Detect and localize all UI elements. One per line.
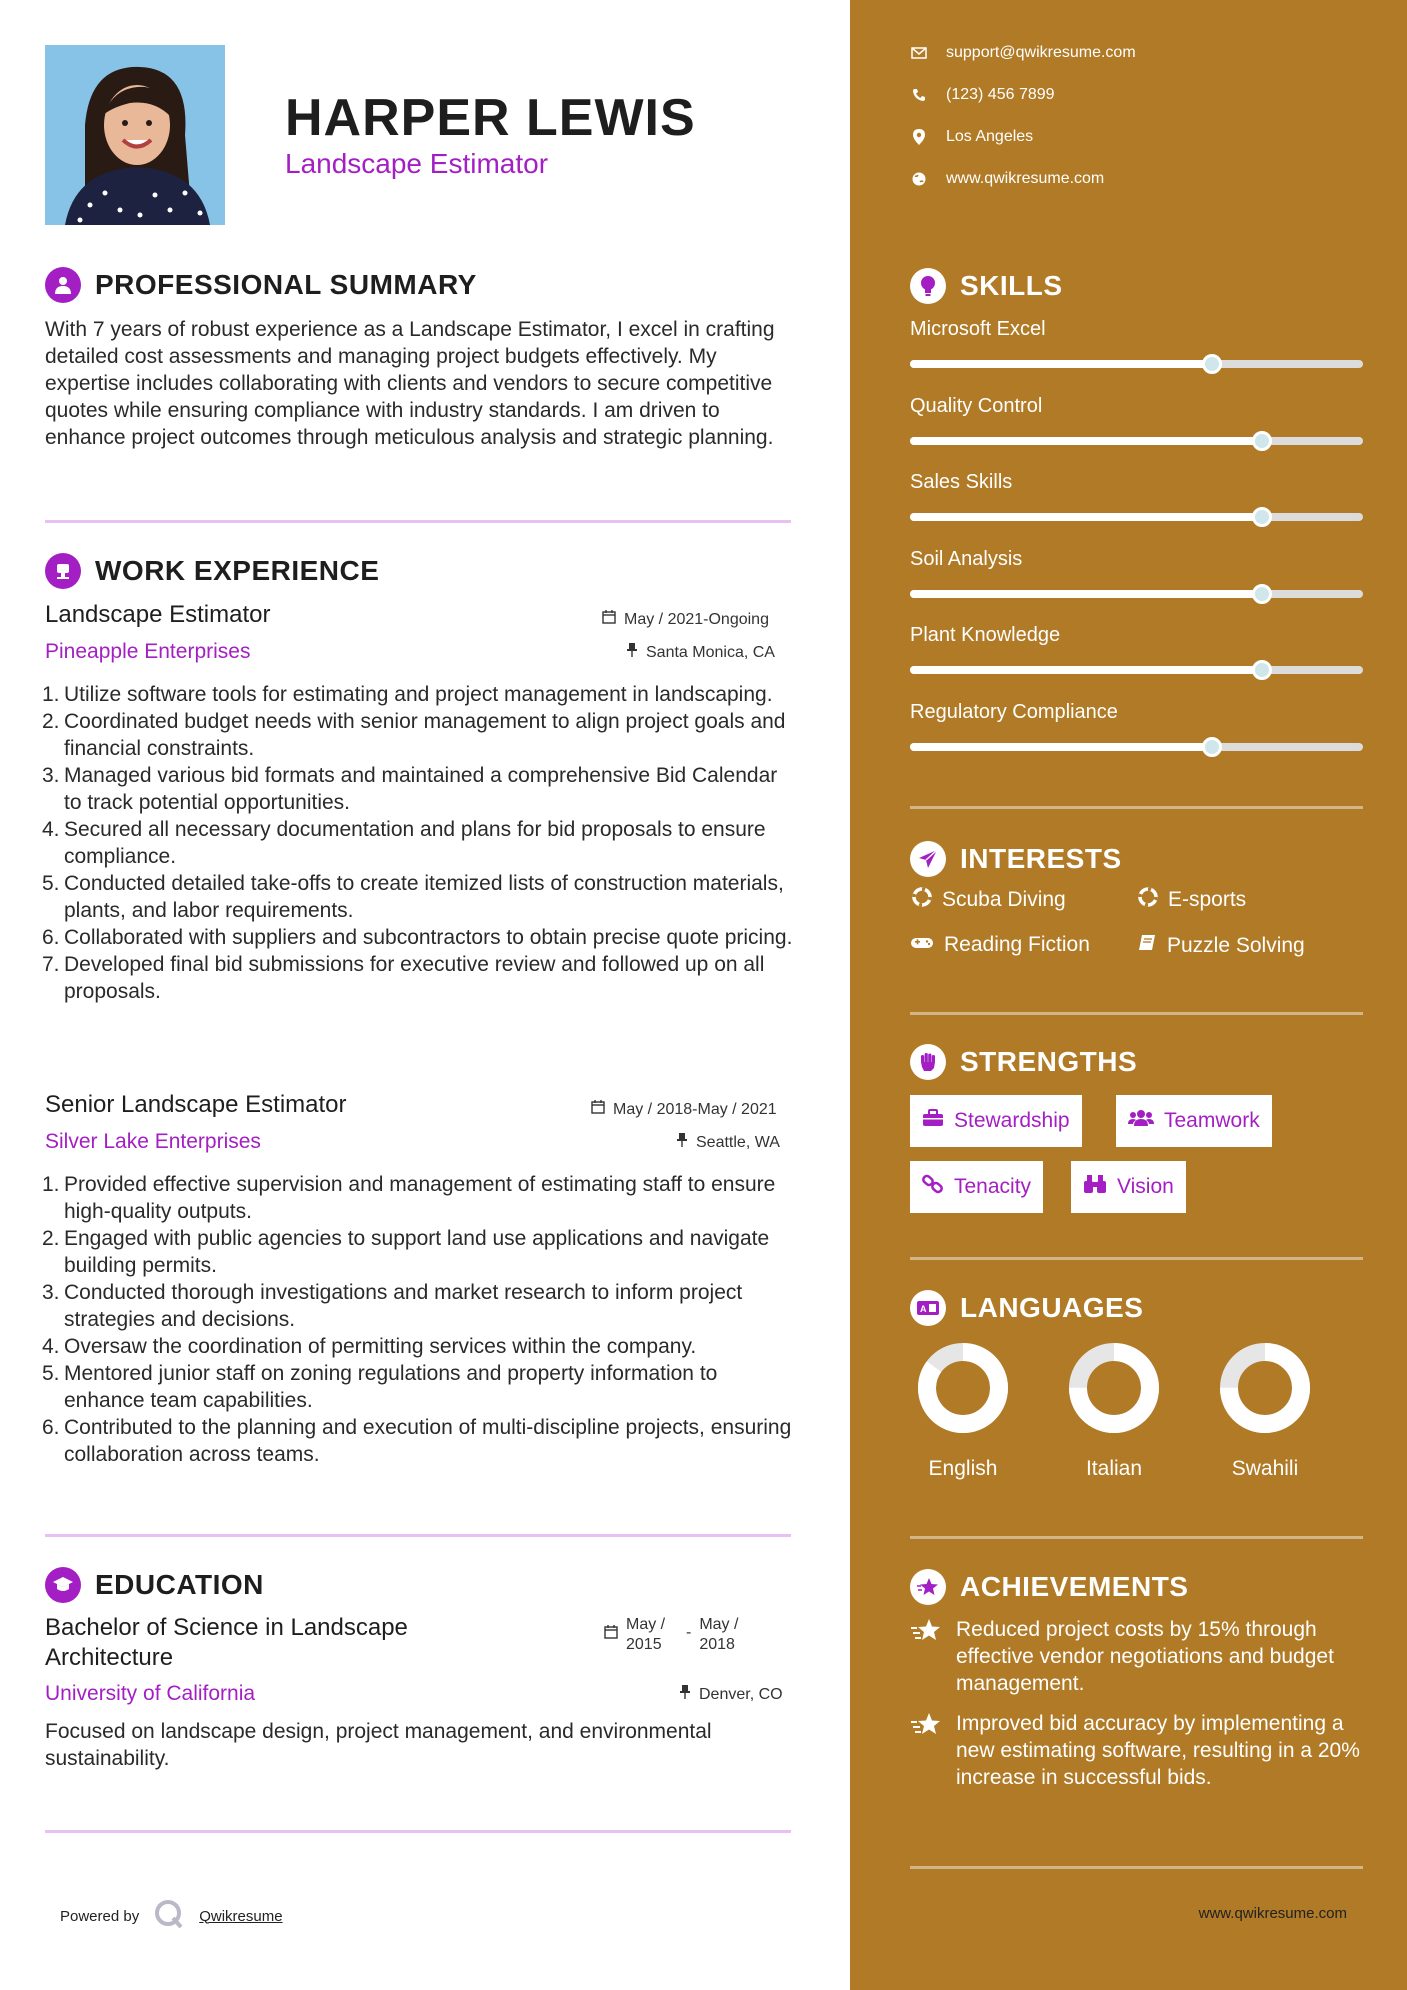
skill-name: Microsoft Excel xyxy=(910,318,1046,340)
list-item: 1. Utilize software tools for estimating and project management in landscaping. xyxy=(42,683,773,706)
divider xyxy=(910,1866,1363,1869)
fist-icon xyxy=(910,1044,946,1080)
skills-heading xyxy=(910,268,1063,304)
interests-heading xyxy=(910,841,1122,877)
list-item: 5. Conducted detailed take-offs to create itemized lists of construction materials, plants, and labor requirements. xyxy=(42,872,784,922)
contact-location xyxy=(910,128,1033,146)
powered-by xyxy=(60,1898,283,1934)
summary-text: With 7 years of robust experience as a Landscape Estimator, I excel in crafting detailed cost assessments and managing project budgets effectively. My expertise includes collaborating with clients and vendors to secure competitive quotes while ensuring compliance with industry standards. I am driven to enhance project outcomes through meticulous analysis and strategic planning. xyxy=(45,318,775,449)
list-item: 2. Coordinated budget needs with senior management to align project goals and financial constraints. xyxy=(42,710,786,760)
date-dash: - xyxy=(686,1624,692,1641)
interest-label: Reading Fiction xyxy=(944,933,1090,956)
skill-name: Soil Analysis xyxy=(910,547,1023,570)
link-icon xyxy=(922,1173,944,1201)
book-icon xyxy=(1137,933,1157,959)
job-dates xyxy=(591,1100,777,1119)
job-duties-list xyxy=(42,681,800,1005)
job-duties-list xyxy=(42,1171,800,1468)
pin-icon xyxy=(626,643,638,662)
list-item: 5. Mentored junior staff on zoning regulations and property information to enhance team capabilities. xyxy=(42,1362,718,1412)
skill-level-knob xyxy=(1202,737,1222,757)
contact-phone[interactable] xyxy=(910,86,1055,104)
achievement-item xyxy=(910,1616,1370,1697)
qwikresume-logo-icon xyxy=(153,1898,185,1934)
skill-level-knob xyxy=(1202,354,1222,374)
powered-by-label: Powered by xyxy=(60,1907,140,1925)
interest-item xyxy=(912,887,1066,913)
envelope-icon xyxy=(910,47,928,59)
strength-label: Teamwork xyxy=(1164,1109,1260,1132)
education-title: EDUCATION xyxy=(95,1569,264,1600)
achievements-title: ACHIEVEMENTS xyxy=(960,1571,1189,1602)
skill-level-knob xyxy=(1252,584,1272,604)
strength-label: Tenacity xyxy=(954,1175,1032,1198)
skill-bar xyxy=(910,360,1363,368)
education-location xyxy=(679,1685,783,1704)
languages-heading xyxy=(910,1290,1143,1326)
map-pin-icon xyxy=(910,129,928,145)
list-item: 6. Contributed to the planning and execution of multi-discipline projects, ensuring collaboration across teams. xyxy=(42,1416,792,1466)
life-ring-icon xyxy=(912,887,932,913)
calendar-icon xyxy=(591,1100,605,1119)
divider xyxy=(45,1830,791,1833)
skill-bar xyxy=(910,743,1363,751)
translate-icon xyxy=(910,1290,946,1326)
star-icon xyxy=(910,1616,942,1697)
skills-title: SKILLS xyxy=(960,270,1063,301)
skill-bar xyxy=(910,437,1363,445)
star-icon xyxy=(910,1710,942,1791)
skill-name: Quality Control xyxy=(910,394,1043,417)
skill-bar xyxy=(910,513,1363,521)
graduation-cap-icon xyxy=(45,1567,81,1603)
contact-email[interactable] xyxy=(910,44,1136,62)
skill-level-knob xyxy=(1252,431,1272,451)
strength-label: Vision xyxy=(1117,1175,1174,1198)
degree-title: Bachelor of Science in Landscape Architecture xyxy=(45,1614,408,1671)
pin-icon xyxy=(679,1685,691,1704)
list-item: 4. Secured all necessary documentation and plans for bid proposals to ensure compliance. xyxy=(42,818,766,868)
skill-bar xyxy=(910,590,1363,598)
strength-chip xyxy=(1116,1095,1272,1147)
divider xyxy=(45,1534,791,1537)
binoculars-icon xyxy=(1083,1174,1107,1200)
education-heading xyxy=(45,1567,264,1603)
skill-name: Regulatory Compliance xyxy=(910,700,1118,723)
summary-title: PROFESSIONAL SUMMARY xyxy=(95,269,477,300)
education-dates xyxy=(604,1615,751,1655)
language-gauge xyxy=(908,1333,1018,1448)
profile-photo xyxy=(45,45,225,225)
languages-title: LANGUAGES xyxy=(960,1292,1144,1323)
strengths-title: STRENGTHS xyxy=(960,1046,1138,1077)
footer-site[interactable]: www.qwikresume.com xyxy=(1198,1905,1347,1922)
skill-bar-fill xyxy=(910,360,1212,368)
strengths-heading xyxy=(910,1044,1137,1080)
interest-label: Puzzle Solving xyxy=(1167,934,1305,957)
job-company: Pineapple Enterprises xyxy=(45,640,251,663)
job-location xyxy=(676,1133,780,1152)
education-location-text: Denver, CO xyxy=(699,1685,783,1703)
star-badge-icon xyxy=(910,1569,946,1605)
education-start: May / 2015 xyxy=(626,1616,666,1653)
achievement-text: Reduced project costs by 15% through effective vendor negotiations and budget management. xyxy=(956,1618,1334,1695)
interest-label: E-sports xyxy=(1168,888,1247,911)
skill-bar-fill xyxy=(910,513,1262,521)
achievement-text: Improved bid accuracy by implementing a new estimating software, resulting in a 20% increase in successful bids. xyxy=(956,1712,1360,1789)
divider xyxy=(910,806,1363,809)
list-item: 3. Managed various bid formats and maintained a comprehensive Bid Calendar to track potential opportunities. xyxy=(42,764,778,814)
job-dates-text: May / 2018-May / 2021 xyxy=(613,1100,777,1118)
paper-plane-icon xyxy=(910,841,946,877)
job-dates xyxy=(602,610,769,629)
interest-item xyxy=(1138,887,1246,913)
education-end: May / 2018 xyxy=(699,1616,739,1653)
svg-text:A: A xyxy=(920,1304,927,1314)
calendar-icon xyxy=(604,1615,618,1644)
divider xyxy=(910,1012,1363,1015)
language-gauge xyxy=(1059,1333,1169,1448)
skill-name: Plant Knowledge xyxy=(910,624,1061,646)
list-item: 2. Engaged with public agencies to support land use applications and navigate building permits. xyxy=(42,1227,770,1277)
experience-title: WORK EXPERIENCE xyxy=(95,555,380,586)
skill-name: Sales Skills xyxy=(910,471,1013,493)
users-icon xyxy=(1128,1109,1154,1133)
skill-bar-fill xyxy=(910,437,1262,445)
interest-item xyxy=(910,933,1090,957)
language-name: Swahili xyxy=(1231,1457,1299,1480)
job-title: Senior Landscape Estimator xyxy=(45,1091,347,1118)
list-item: 1. Provided effective supervision and management of estimating staff to ensure high-quality outputs. xyxy=(42,1173,776,1223)
strength-chip xyxy=(1071,1161,1186,1213)
divider xyxy=(910,1536,1363,1539)
job-location-text: Santa Monica, CA xyxy=(646,643,775,661)
list-item: 7. Developed final bid submissions for executive review and followed up on all proposals. xyxy=(42,953,765,1003)
globe-icon xyxy=(910,172,928,186)
contact-website[interactable] xyxy=(910,170,1104,188)
list-item: 6. Collaborated with suppliers and subcontractors to obtain precise quote pricing. xyxy=(42,926,793,949)
lightbulb-icon xyxy=(910,268,946,304)
email-text: support@qwikresume.com xyxy=(946,44,1136,61)
candidate-name: HARPER LEWIS xyxy=(285,89,696,147)
candidate-role: Landscape Estimator xyxy=(285,148,549,179)
phone-text: (123) 456 7899 xyxy=(946,86,1055,103)
toolbox-icon xyxy=(922,1109,944,1133)
strength-chip xyxy=(910,1161,1043,1213)
job-location-text: Seattle, WA xyxy=(696,1133,780,1151)
skill-bar xyxy=(910,666,1363,674)
language-gauge xyxy=(1210,1333,1320,1448)
brand-link[interactable]: Qwikresume xyxy=(199,1907,283,1925)
strength-chip xyxy=(910,1095,1082,1147)
language-name: Italian xyxy=(1085,1457,1143,1480)
job-location xyxy=(626,643,775,662)
job-dates-text: May / 2021-Ongoing xyxy=(624,610,769,628)
interests-title: INTERESTS xyxy=(960,843,1122,874)
list-item: 3. Conducted thorough investigations and market research to inform project strategies and decisions. xyxy=(42,1281,743,1331)
school-name: University of California xyxy=(45,1682,256,1705)
job-title: Landscape Estimator xyxy=(45,601,271,628)
experience-heading xyxy=(45,553,379,589)
interest-label: Scuba Diving xyxy=(942,888,1066,911)
briefcase-chair-icon xyxy=(45,553,81,589)
calendar-icon xyxy=(602,610,616,629)
interest-item xyxy=(1137,933,1305,959)
gamepad-icon xyxy=(910,933,934,957)
phone-icon xyxy=(910,88,928,102)
user-icon xyxy=(45,267,81,303)
education-description: Focused on landscape design, project management, and environmental sustainability. xyxy=(45,1720,712,1770)
skill-bar-fill xyxy=(910,590,1262,598)
divider xyxy=(45,520,791,523)
strength-label: Stewardship xyxy=(954,1109,1070,1132)
achievements-heading xyxy=(910,1569,1188,1605)
divider xyxy=(910,1257,1363,1260)
skill-bar-fill xyxy=(910,743,1212,751)
list-item: 4. Oversaw the coordination of permitting services within the company. xyxy=(42,1335,697,1358)
summary-heading xyxy=(45,267,477,303)
website-text: www.qwikresume.com xyxy=(946,170,1105,187)
achievement-item xyxy=(910,1710,1370,1791)
language-name: English xyxy=(928,1457,998,1480)
pin-icon xyxy=(676,1133,688,1152)
job-company: Silver Lake Enterprises xyxy=(45,1130,261,1153)
life-ring-icon xyxy=(1138,887,1158,913)
location-text: Los Angeles xyxy=(946,128,1034,145)
skill-bar-fill xyxy=(910,666,1262,674)
